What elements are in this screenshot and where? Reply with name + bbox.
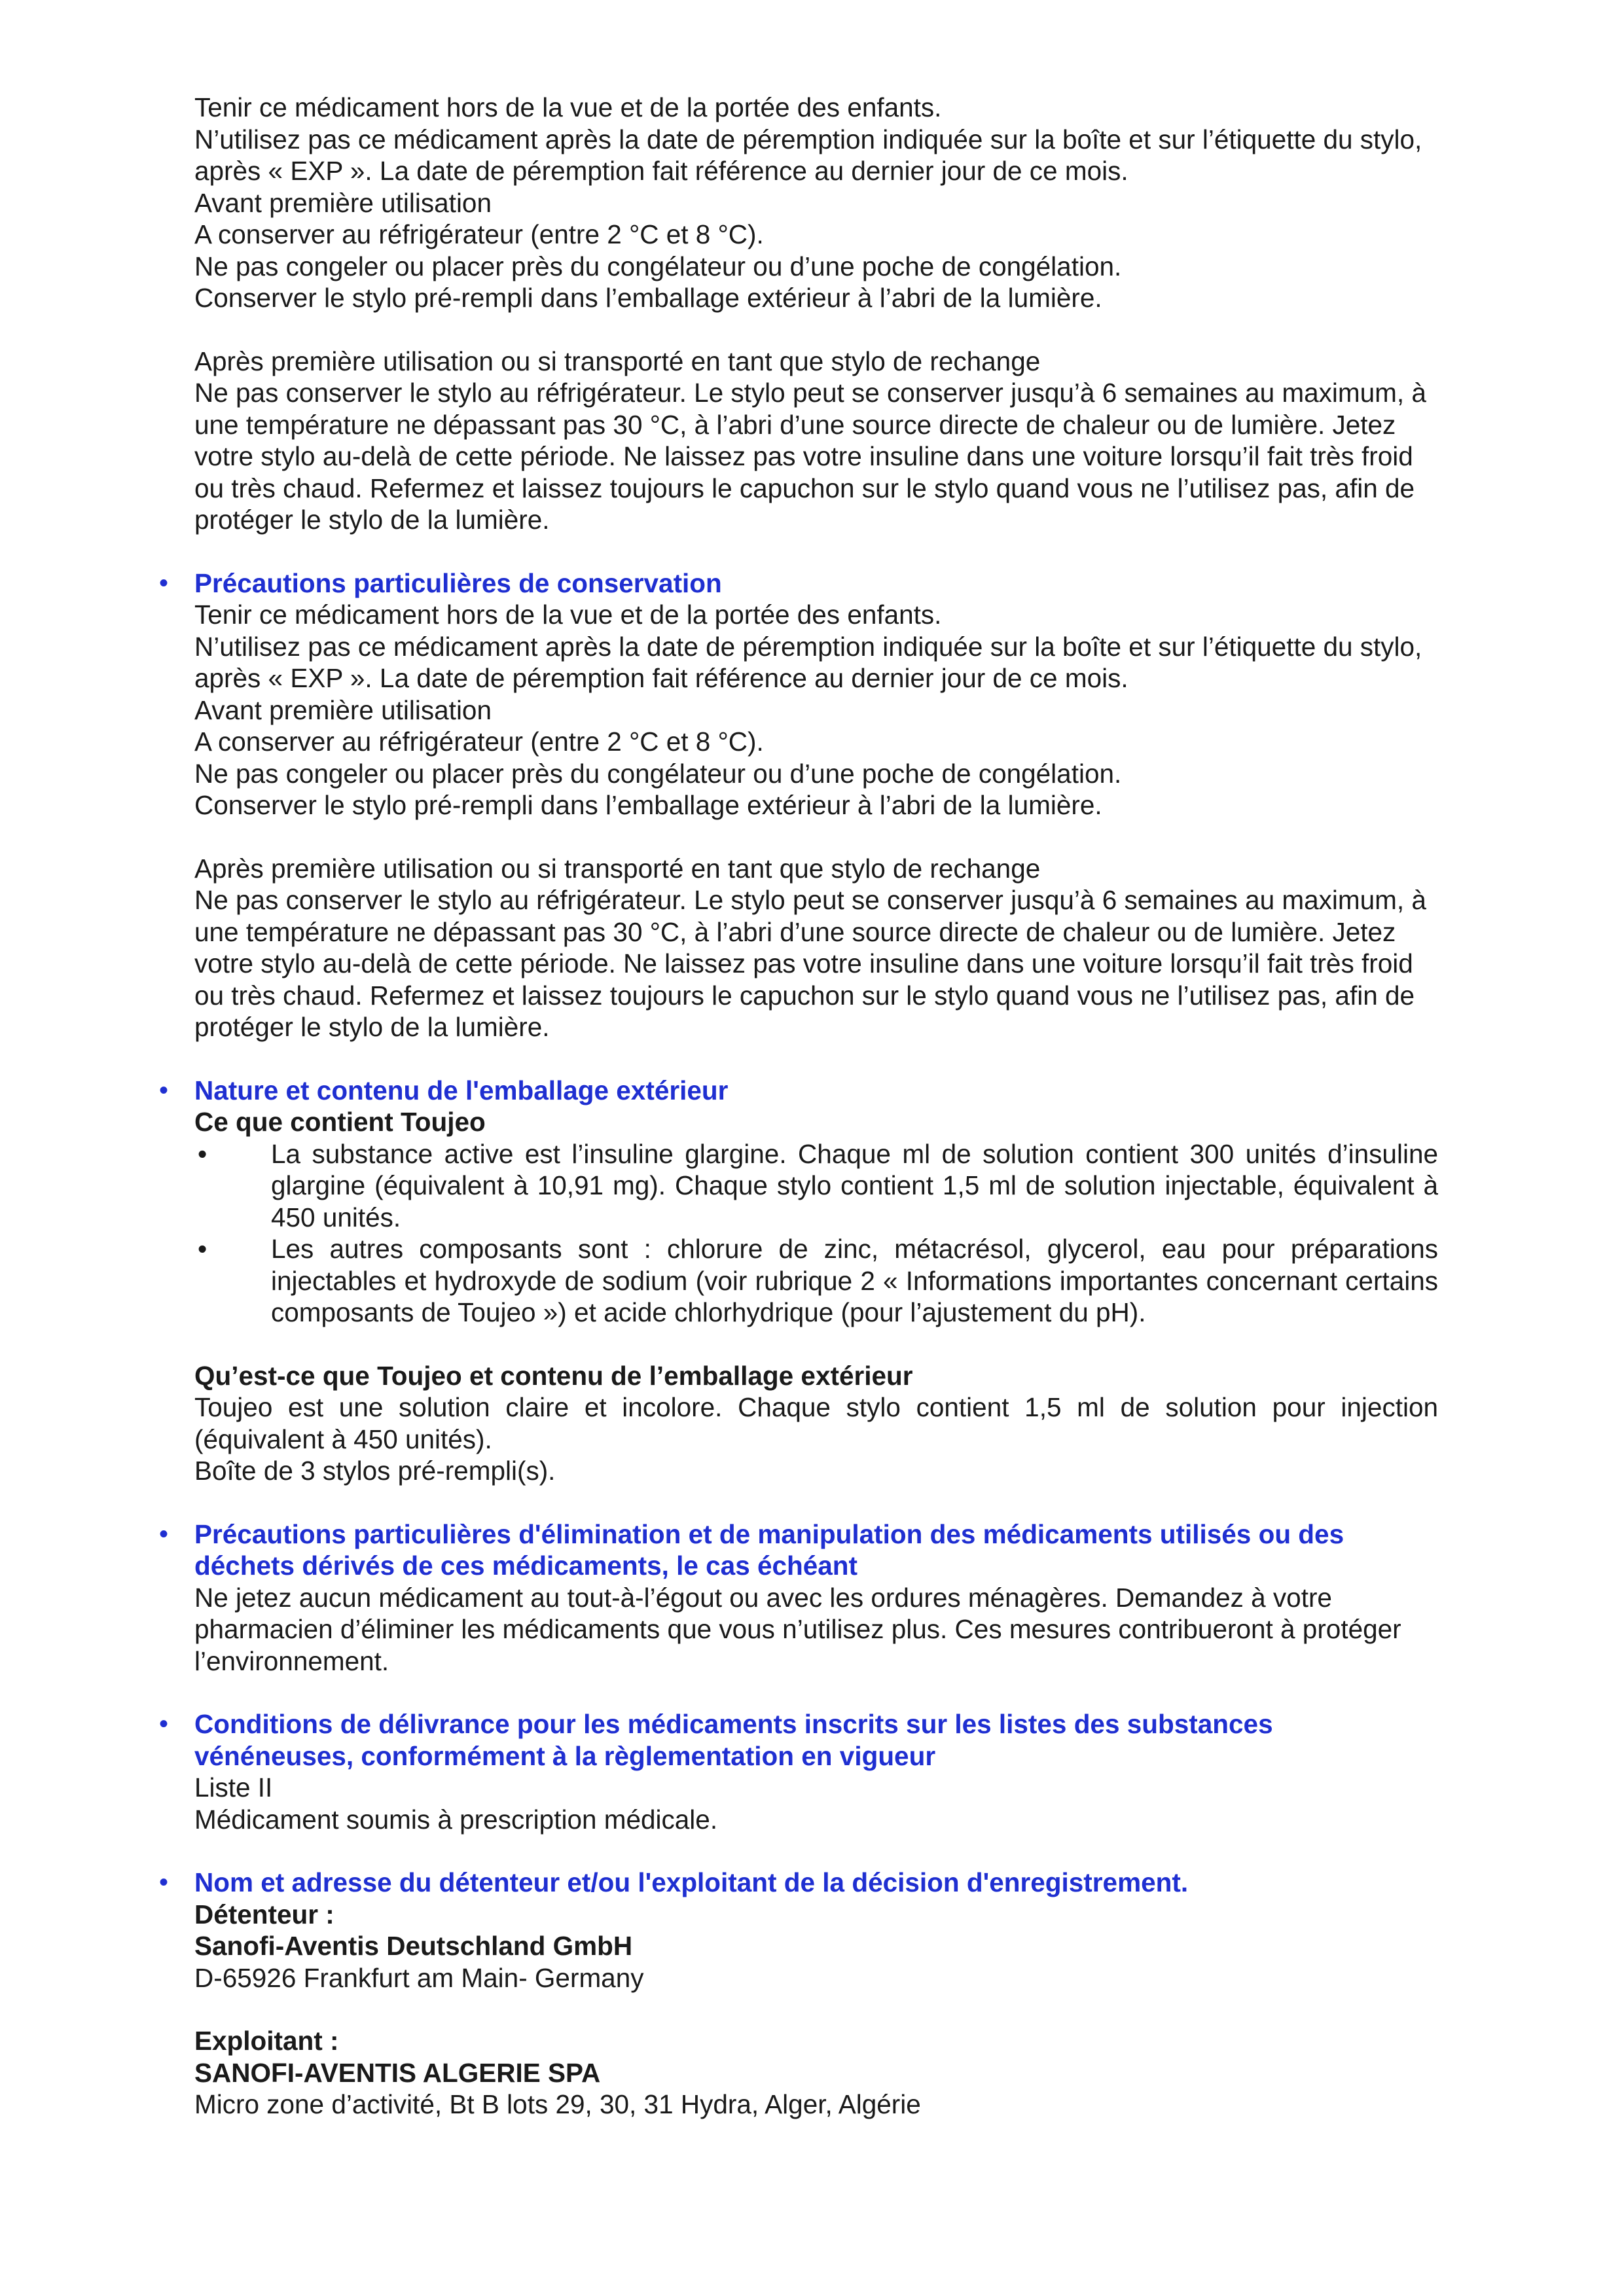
spacer	[194, 1329, 1438, 1360]
list-classification: Liste II	[194, 1772, 273, 1803]
conservation-paragraph-storage: Tenir ce médicament hors de la vue et de la portée des enfants. N’utilisez pas ce médicament après la date de péremption indiquée sur la boîte et sur l’étiquette du stylo, après « EXP ». La date de péremption fait référence au dernier jour de ce mois. Avant première utilisation A conserver au réfrigérateur (entre 2 °C et 8 °C). Ne pas congeler ou placer près du congélateur ou d’une poche de congélation. Conserver le stylo pré-rempli dans l’emballage extérieur à l’abri de la lumière.	[194, 600, 1422, 820]
bullet-icon: •	[159, 1075, 169, 1105]
holder-name: Sanofi-Aventis Deutschland GmbH	[194, 1931, 633, 1961]
section-elimination	[159, 1518, 1438, 1677]
elimination-paragraph: Ne jetez aucun médicament au tout-à-l’égout ou avec les ordures ménagères. Demandez à votre pharmacien d’éliminer les médicaments que vous n’utilisez plus. Ces mesures contribueront à protéger l’environnement.	[194, 1582, 1401, 1676]
operator-label: Exploitant :	[194, 2026, 339, 2056]
section-heading-delivrance: Conditions de délivrance pour les médicaments inscrits sur les listes des substances vénéneuses, conformément à la règlementation en vigueur	[194, 1709, 1273, 1771]
section-conservation	[159, 567, 1438, 1043]
holder-address: D-65926 Frankfurt am Main- Germany	[194, 1962, 644, 1993]
section-heading-nature: Nature et contenu de l'emballage extérieur	[194, 1075, 729, 1105]
operator-address: Micro zone d’activité, Bt B lots 29, 30, 31 Hydra, Alger, Algérie	[194, 2089, 921, 2119]
sub-bullet-icon: •	[198, 1138, 208, 1169]
bullet-icon: •	[159, 1710, 169, 1738]
spacer	[194, 1677, 1438, 1708]
prescription-status: Médicament soumis à prescription médicale.	[194, 1804, 718, 1835]
intro-paragraph-storage: Tenir ce médicament hors de la vue et de la portée des enfants. N’utilisez pas ce médicament après la date de péremption indiquée sur la boîte et sur l’étiquette du stylo, après « EXP ». La date de péremption fait référence au dernier jour de ce mois. Avant première utilisation A conserver au réfrigérateur (entre 2 °C et 8 °C). Ne pas congeler ou placer près du congélateur ou d’une poche de congélation. Conserver le stylo pré-rempli dans l’emballage extérieur à l’abri de la lumière.	[194, 92, 1422, 313]
document-page	[159, 92, 1438, 2121]
spacer	[194, 1994, 1438, 2025]
section-heading-elimination: Précautions particulières d'élimination et de manipulation des médicaments utilisés ou des déchets dérivés de ces médicaments, le cas échéant	[194, 1518, 1344, 1581]
section-heading-detenteur: Nom et adresse du détenteur et/ou l'exploitant de la décision d'enregistrement.	[194, 1867, 1189, 1897]
spacer	[194, 1043, 1438, 1075]
subheading-composition: Ce que contient Toujeo	[194, 1107, 486, 1137]
spacer	[194, 536, 1438, 567]
bullet-icon: •	[159, 1868, 169, 1897]
list-item-text: Les autres composants sont : chlorure de zinc, métacrésol, glycerol, eau pour préparations injectables et hydroxyde de sodium (voir rubrique 2 « Informations importantes concernant certains composants de Toujeo ») et acide chlorhydrique (pour l’ajustement du pH).	[271, 1234, 1438, 1327]
intro-paragraph-after-first-use: Après première utilisation ou si transporté en tant que stylo de rechange Ne pas conserver le stylo au réfrigérateur. Le stylo peut se conserver jusqu’à 6 semaines au maximum, à une température ne dépassant pas 30 °C, à l’abri d’une source directe de chaleur ou de lumière. Jetez votre stylo au-delà de cette période. Ne laissez pas votre insuline dans une voiture lorsqu’il fait très froid ou très chaud. Refermez et laissez toujours le capuchon sur le stylo quand vous ne l’utilisez pas, afin de protéger le stylo de la lumière.	[194, 346, 1426, 535]
spacer	[194, 1487, 1438, 1518]
list-item	[194, 1233, 1438, 1329]
spacer	[194, 314, 1438, 346]
spacer	[194, 1835, 1438, 1867]
sub-bullet-icon: •	[198, 1234, 208, 1264]
holder-label: Détenteur :	[194, 1899, 334, 1929]
list-item	[194, 1138, 1438, 1234]
list-item-text: La substance active est l’insuline glargine. Chaque ml de solution contient 300 unités d’insuline glargine (équivalent à 10,91 mg). Chaque stylo contient 1,5 ml de solution injectable, équivalent à 450 unités.	[271, 1138, 1438, 1232]
composition-list	[194, 1138, 1438, 1329]
pack-size-paragraph: Boîte de 3 stylos pré-rempli(s).	[194, 1456, 556, 1486]
conservation-paragraph-after-first-use: Après première utilisation ou si transporté en tant que stylo de rechange Ne pas conserver le stylo au réfrigérateur. Le stylo peut se conserver jusqu’à 6 semaines au maximum, à une température ne dépassant pas 30 °C, à l’abri d’une source directe de chaleur ou de lumière. Jetez votre stylo au-delà de cette période. Ne laissez pas votre insuline dans une voiture lorsqu’il fait très froid ou très chaud. Refermez et laissez toujours le capuchon sur le stylo quand vous ne l’utilisez pas, afin de protéger le stylo de la lumière.	[194, 853, 1426, 1042]
description-paragraph: Toujeo est une solution claire et incolore. Chaque stylo contient 1,5 ml de solution pour injection (équivalent à 450 unités).	[194, 1392, 1438, 1454]
bullet-icon: •	[159, 1519, 169, 1549]
section-heading-conservation: Précautions particulières de conservation	[194, 567, 722, 598]
spacer	[194, 821, 1438, 853]
bullet-icon: •	[159, 568, 169, 598]
operator-name: SANOFI-AVENTIS ALGERIE SPA	[194, 2057, 601, 2088]
section-nature	[159, 1075, 1438, 1487]
section-detenteur	[159, 1867, 1438, 2121]
subheading-description: Qu’est-ce que Toujeo et contenu de l’emballage extérieur	[194, 1360, 913, 1391]
section-delivrance	[159, 1708, 1438, 1835]
